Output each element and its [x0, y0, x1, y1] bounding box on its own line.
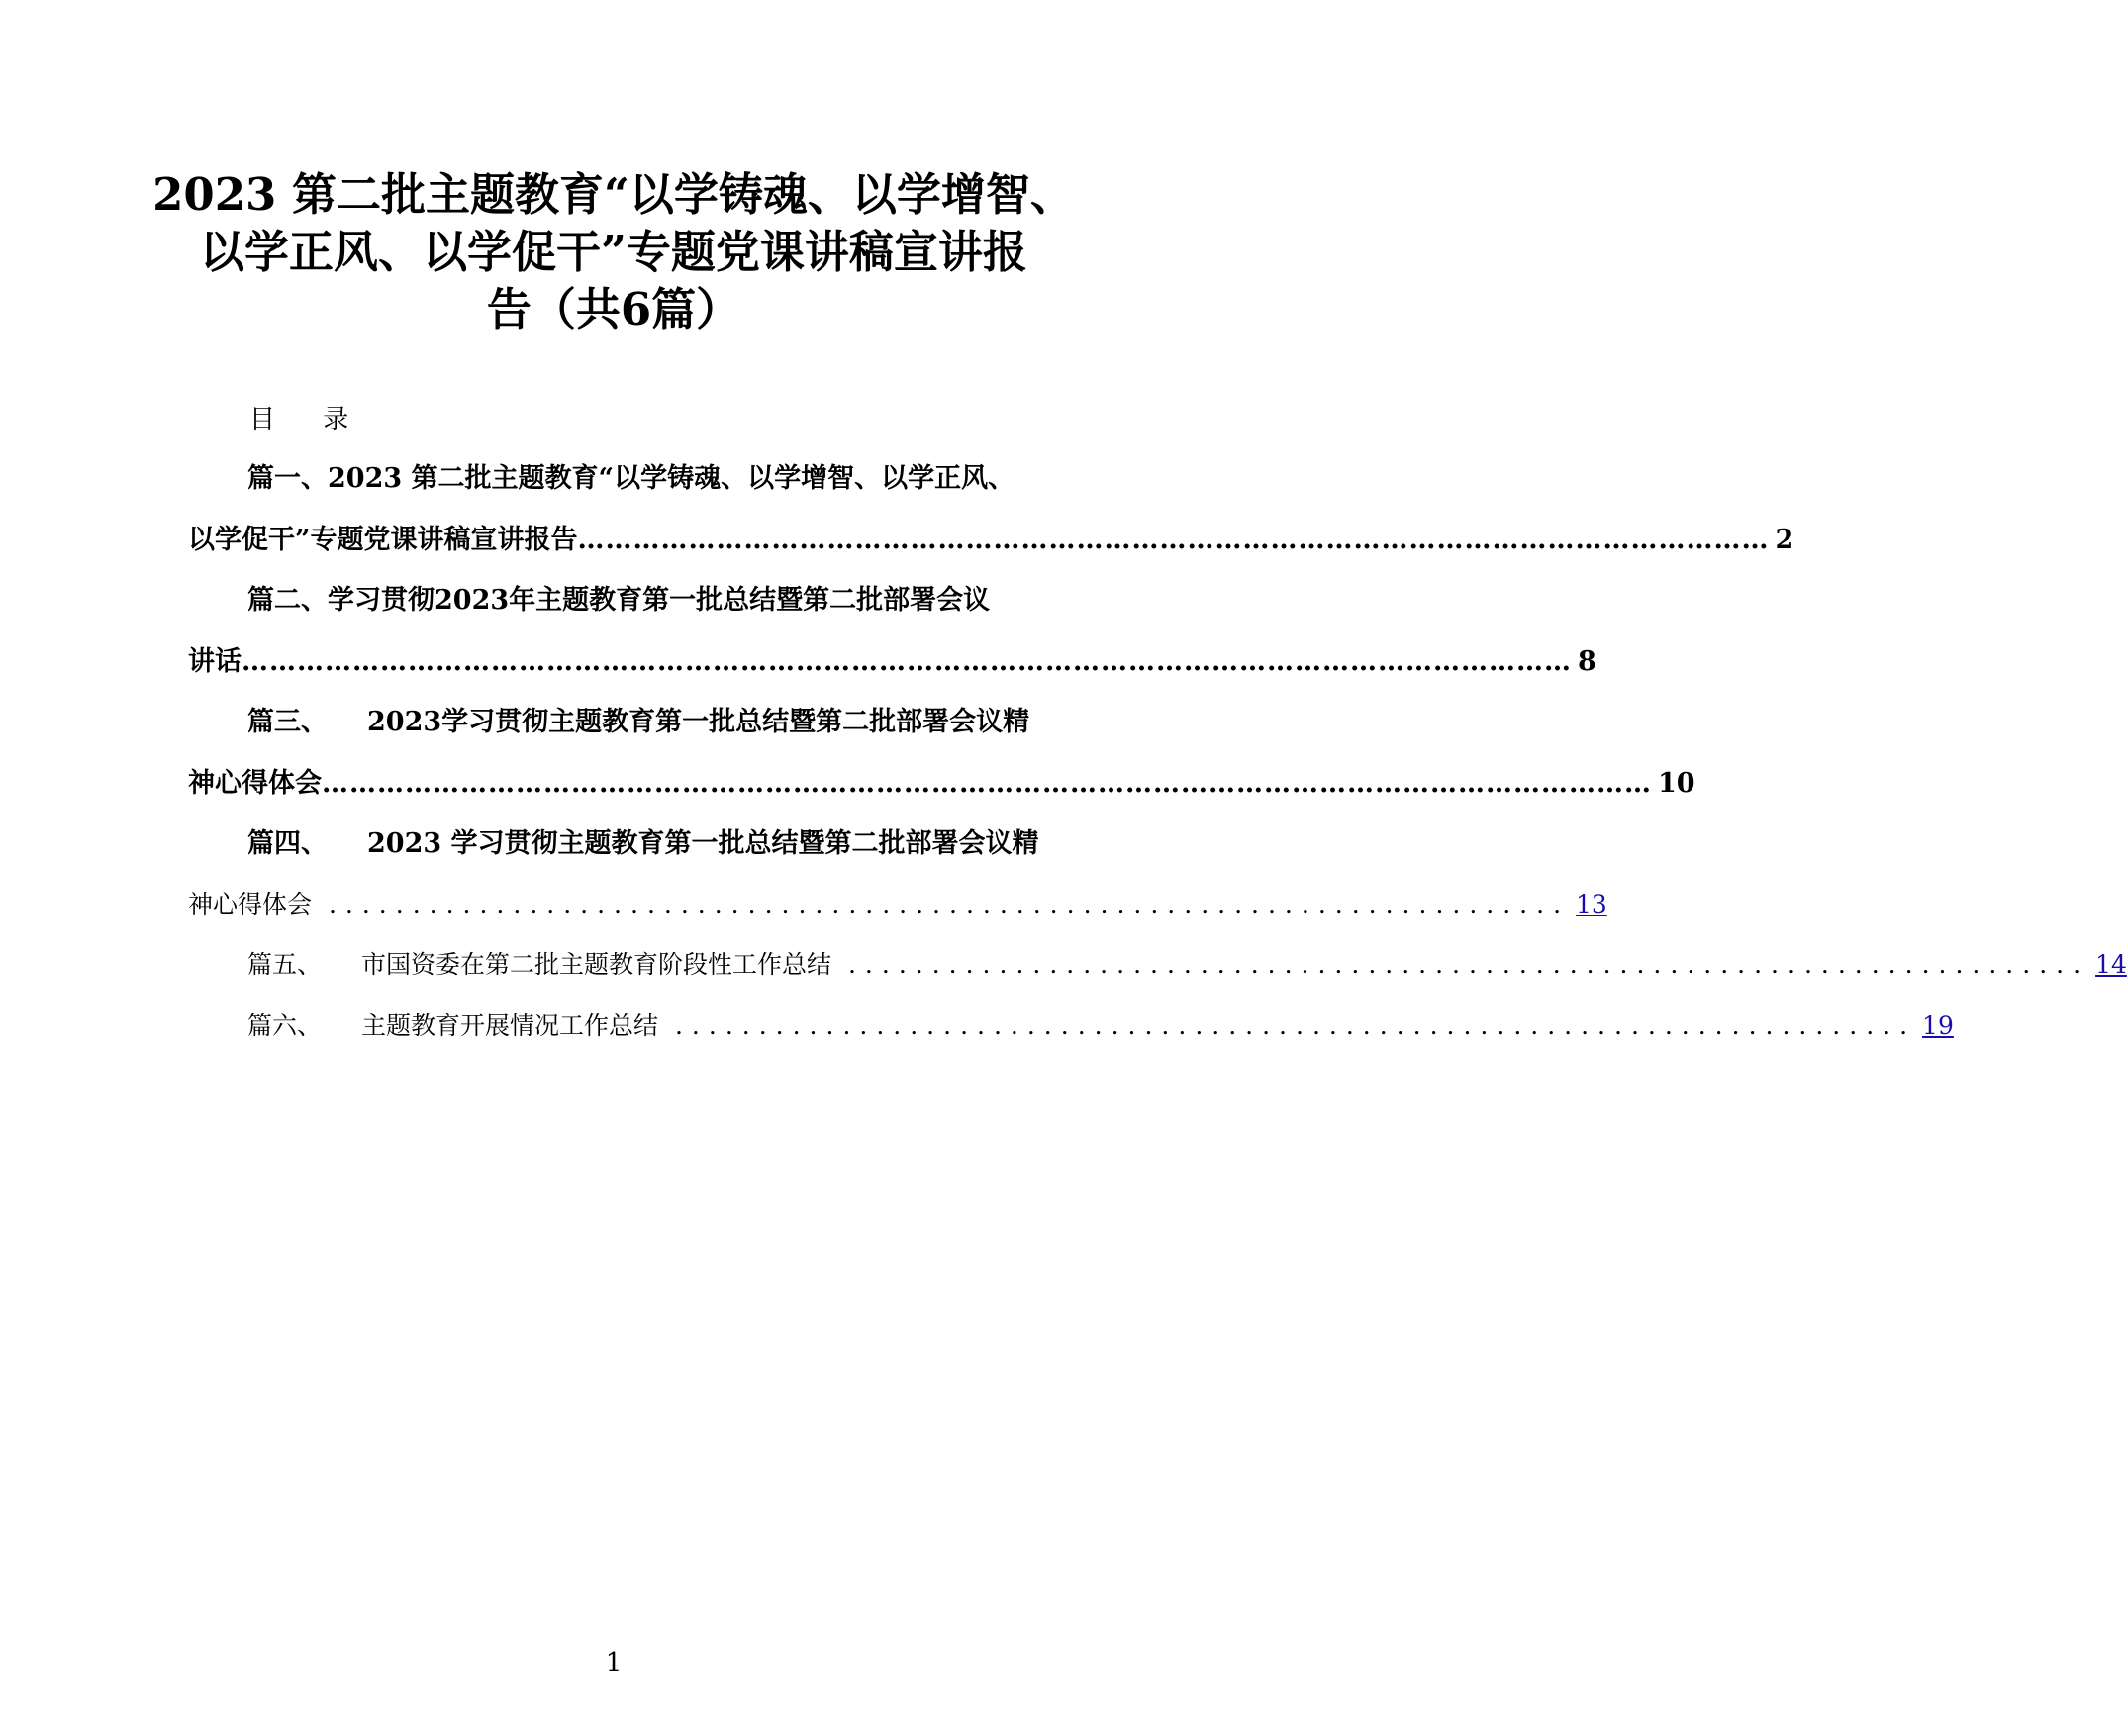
toc-entry-3-page: 10: [1658, 768, 1695, 799]
toc-entry-2-title: 学习贯彻2023年主题教育第一批总结暨第二批部署会议: [328, 585, 991, 616]
toc-leader-dots: …………………………………………………………………………………………………………………: [577, 525, 1770, 555]
toc-entry-4-title-cont: 神心得体会: [188, 890, 313, 918]
toc-entry-1-line-1[interactable]: [247, 459, 1015, 499]
toc-entry-1-line-2[interactable]: [188, 521, 1794, 560]
toc-entry-4-line-1[interactable]: [247, 824, 1039, 864]
toc-entry-2-prefix: 篇二、: [247, 585, 328, 616]
toc-entry-5[interactable]: [247, 945, 2127, 985]
toc-entry-1-title-cont: 以学促干”专题党课讲稿宣讲报告: [188, 525, 578, 555]
toc-entry-2-title-cont: 讲话: [188, 646, 242, 677]
toc-entry-6-page-link[interactable]: 19: [1922, 1012, 1954, 1040]
toc-leader-dots: ..........................................................................: [658, 1012, 1917, 1040]
document-title: [0, 166, 1227, 338]
page-number: 1: [605, 1648, 623, 1678]
title-line-3: 告（共6篇）: [486, 283, 741, 336]
toc-entry-2-page: 8: [1578, 646, 1596, 677]
toc-entry-4-prefix: 篇四、: [247, 828, 328, 859]
toc-entry-5-page-link[interactable]: 14: [2095, 950, 2127, 979]
toc-entry-5-title: 市国资委在第二批主题教育阶段性工作总结: [361, 950, 832, 979]
toc-entry-3-line-2[interactable]: [188, 764, 1695, 804]
toc-entry-3-title-cont: 神心得体会: [188, 768, 322, 799]
toc-entry-4-line-2[interactable]: [188, 885, 1607, 924]
toc-leader-dots: ..........................................................................: [831, 950, 2090, 979]
toc-entry-2-line-1[interactable]: [247, 581, 990, 621]
toc-entry-3-prefix: 篇三、: [247, 707, 328, 737]
toc-entry-1-prefix: 篇一、: [247, 463, 328, 494]
toc-entry-5-prefix: 篇五、: [247, 950, 323, 979]
toc-entry-3-line-1[interactable]: [247, 703, 1029, 742]
toc-entry-2-line-2[interactable]: [188, 642, 1596, 682]
toc-leader-dots: ………………………………………………………………………………………………………………………………: [322, 768, 1652, 799]
title-line-1: 2023 第二批主题教育“以学铸魂、以学增智、: [152, 168, 1075, 221]
toc-leader-dots: ..........................................................................: [312, 890, 1571, 918]
toc-entry-1-page: 2: [1775, 525, 1794, 555]
toc-heading: 目 录: [249, 405, 369, 434]
toc-entry-1-title: 2023 第二批主题教育“以学铸魂、以学增智、以学正风、: [328, 463, 1015, 494]
toc-entry-6[interactable]: [247, 1007, 1954, 1046]
toc-leader-dots: ………………………………………………………………………………………………………………………………: [242, 646, 1572, 677]
title-line-2: 以学正风、以学促干”专题党课讲稿宣讲报: [200, 226, 1027, 278]
toc-entry-4-title: 2023 学习贯彻主题教育第一批总结暨第二批部署会议精: [367, 828, 1039, 859]
toc-entry-6-prefix: 篇六、: [247, 1012, 323, 1040]
toc-entry-4-page-link[interactable]: 13: [1576, 890, 1607, 918]
toc-entry-6-title: 主题教育开展情况工作总结: [361, 1012, 659, 1040]
toc-entry-3-title: 2023学习贯彻主题教育第一批总结暨第二批部署会议精: [367, 707, 1030, 737]
